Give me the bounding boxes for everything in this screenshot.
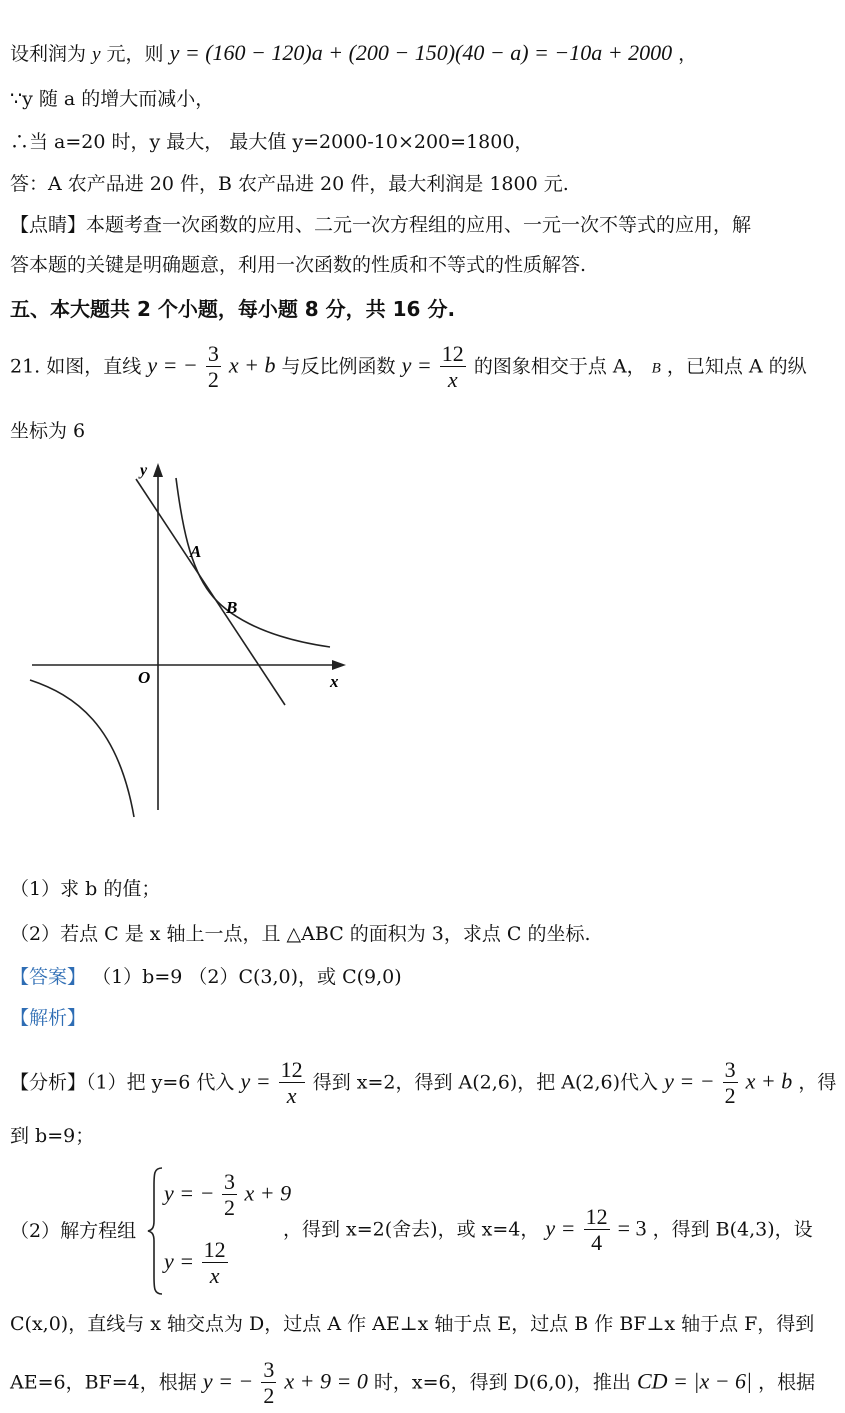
function-graph-figure xyxy=(20,455,360,825)
analysis-last-line: AE=6，BF=4，根据 y = − $\frac{3}{2}$ x + 9 = 0 时，x=6，得到 D(6,0)，推出 CD = |x − 6| ，根据 xyxy=(10,1357,816,1408)
fraction-three-halves: $\frac{3}{2}$ xyxy=(207,341,219,392)
x-axis-label: x xyxy=(330,672,339,691)
line-decreasing: ∵y 随 a 的增大而减小， xyxy=(10,88,215,110)
analysis-line-c: C(x,0)，直线与 x 轴交点为 D，过点 A 作 AE⊥x 轴于点 E，过点 B 作 BF⊥x 轴于点 F，得到 xyxy=(10,1313,815,1335)
system-equation-1: y = − $\frac{3}{2}$ x + 9 xyxy=(164,1169,292,1220)
system-brace xyxy=(146,1166,166,1296)
line-profit-definition: 设利润为 y 元，则 y = (160 − 120)a + (200 − 150)(40 − a) = −10a + 2000 ， xyxy=(10,40,698,65)
fraction-twelve-over-x-2: $\frac{12}{x}$ xyxy=(280,1057,303,1108)
y-axis-arrow xyxy=(153,463,163,477)
x-axis-arrow xyxy=(332,660,346,670)
section-heading: 五、本大题共 2 个小题，每小题 8 分，共 16 分. xyxy=(10,297,456,321)
line-dianjing-2: 答本题的关键是明确题意，利用一次函数的性质和不等式的性质解答. xyxy=(10,254,587,276)
y-axis-label: y xyxy=(140,462,148,479)
origin-label: O xyxy=(138,668,151,687)
fraction-sys-1: $\frac{3}{2}$ xyxy=(223,1169,235,1220)
fraction-three-halves-3: $\frac{3}{2}$ xyxy=(263,1357,275,1408)
hyperbola-branch-right xyxy=(176,478,330,647)
answer-tag: 【答案】 xyxy=(10,966,87,988)
fraction-twelve-over-x: $\frac{12}{x}$ xyxy=(441,341,464,392)
hyperbola-branch-left xyxy=(30,680,134,817)
line-maximum: ∴当 a=20 时，y 最大， 最大值 y=2000-10×200=1800， xyxy=(10,131,534,153)
line-answer-statement: 答：A 农产品进 20 件，B 农产品进 20 件，最大利润是 1800 元. xyxy=(10,173,569,195)
question-21-line1: 21. 如图，直线 y = − $\frac{3}{2}$ x + b 与反比例函数 y = $\frac{12}{x}$ 的图象相交于点 A， B ，已知点 A 的纵 xyxy=(10,341,807,392)
point-b-label: B xyxy=(226,598,238,617)
analysis-line-1: 【分析】（1）把 y=6 代入 y = $\frac{12}{x}$ 得到 x=2，得到 A(2,6)，把 A(2,6)代入 y = − $\frac{3}{2}$ x + b ，得 xyxy=(10,1057,837,1108)
fraction-three-halves-2: $\frac{3}{2}$ xyxy=(724,1057,736,1108)
analysis-line-2: 到 b=9； xyxy=(10,1125,95,1147)
question-21-line2: 坐标为 6 xyxy=(10,420,86,442)
profit-equation: y = (160 − 120)a + (200 − 150)(40 − a) = −10a + 2000 xyxy=(169,40,673,65)
fraction-sys-2: $\frac{12}{x}$ xyxy=(203,1237,226,1288)
subquestion-1: （1）求 b 的值； xyxy=(10,878,161,900)
analysis-tag: 【解析】 xyxy=(10,1007,87,1029)
system-result: ，得到 x=2(舍去)，或 x=4， y = $\frac{12}{4}$ = 3 ，得到 B(4,3)，设 xyxy=(283,1204,813,1255)
point-a-label: A xyxy=(190,542,202,561)
subquestion-2: （2）若点 C 是 x 轴上一点，且 △ABC 的面积为 3，求点 C 的坐标. xyxy=(10,923,591,945)
system-equation-2: y = $\frac{12}{x}$ xyxy=(164,1237,226,1288)
line-dianjing-1: 【点睛】本题考查一次函数的应用、二元一次方程组的应用、一元一次不等式的应用，解 xyxy=(10,214,752,236)
system-prefix: （2）解方程组 xyxy=(10,1220,137,1242)
fraction-twelve-over-four: $\frac{12}{4}$ xyxy=(585,1204,608,1255)
answer-line: 【答案】 （1）b=9 （2）C(3,0)，或 C(9,0) xyxy=(10,966,402,988)
